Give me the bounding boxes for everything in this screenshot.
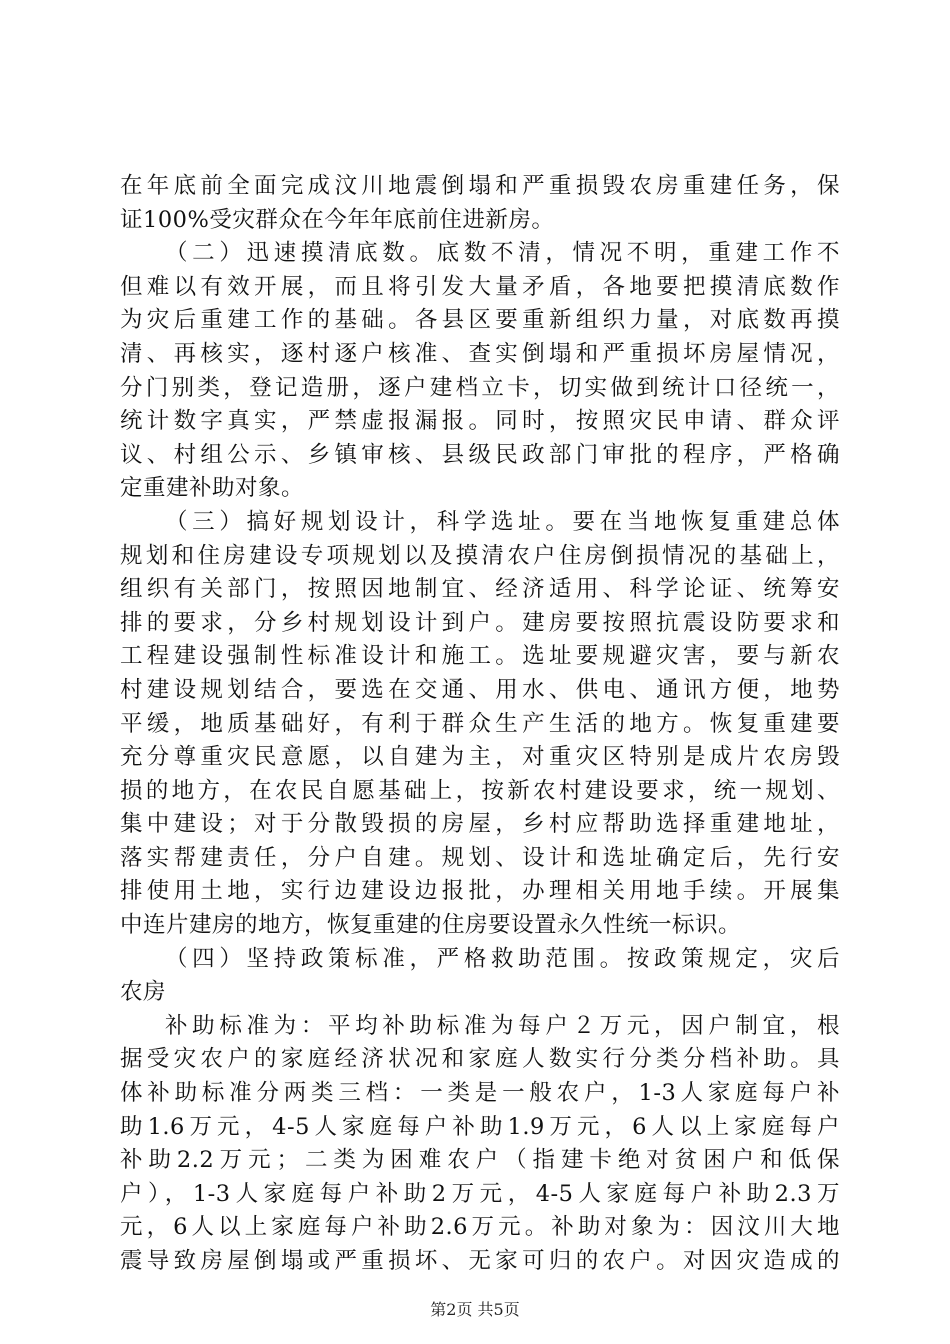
- text-line: 集中建设；对于分散毁损的房屋，乡村应帮助选择重建地址，: [120, 811, 840, 838]
- text-line: 补助标准为：平均补助标准为每户２万元，因户制宜，根: [165, 1012, 840, 1039]
- text-line: 为灾后重建工作的基础。各县区要重新组织力量，对底数再摸: [120, 307, 840, 334]
- text-line: 充分尊重灾民意愿，以自建为主，对重灾区特别是成片农房毁: [120, 744, 840, 771]
- text-line: （二）迅速摸清底数。底数不清，情况不明，重建工作不: [165, 240, 840, 267]
- text-line: （四）坚持政策标准，严格救助范围。按政策规定，灾后: [165, 945, 840, 972]
- text-line: 工程建设强制性标准设计和施工。选址要规避灾害，要与新农: [120, 643, 840, 670]
- text-line: 户），1-3人家庭每户补助2万元，4-5人家庭每户补助2.3万: [120, 1180, 840, 1207]
- text-line: 组织有关部门，按照因地制宜、经济适用、科学论证、统筹安: [120, 576, 840, 603]
- text-line: 统计数字真实，严禁虚报漏报。同时，按照灾民申请、群众评: [120, 408, 840, 435]
- text-line: 排的要求，分乡村规划设计到户。建房要按照抗震设防要求和: [120, 609, 840, 636]
- text-line: 补助2.2万元；二类为困难农户（指建卡绝对贫困户和低保: [120, 1147, 840, 1174]
- text-line: 规划和住房建设专项规划以及摸清农户住房倒损情况的基础上，: [120, 542, 840, 569]
- text-line: 村建设规划结合，要选在交通、用水、供电、通讯方便，地势: [120, 676, 840, 703]
- text-line: 但难以有效开展，而且将引发大量矛盾，各地要把摸清底数作: [120, 273, 840, 300]
- text-line: （三）搞好规划设计，科学选址。要在当地恢复重建总体: [165, 508, 840, 535]
- text-line: 震导致房屋倒塌或严重损坏、无家可归的农户。对因灾造成的: [120, 1248, 840, 1274]
- page-footer: 第2页 共5页: [430, 1300, 520, 1319]
- text-line: 证100%受灾群众在今年年底前住进新房。: [120, 206, 555, 233]
- text-line: 定重建补助对象。: [120, 475, 305, 502]
- text-line: 排使用土地，实行边建设边报批，办理相关用地手续。开展集: [120, 878, 840, 905]
- text-line: 在年底前全面完成汶川地震倒塌和严重损毁农房重建任务，保: [120, 173, 840, 199]
- text-line: 议、村组公示、乡镇审核、县级民政部门审批的程序，严格确: [120, 441, 840, 468]
- text-line: 农房: [120, 979, 167, 1006]
- text-line: 损的地方，在农民自愿基础上，按新农村建设要求，统一规划、: [120, 777, 840, 804]
- text-line: 助1.6万元，4-5人家庭每户补助1.9万元，6人以上家庭每户: [120, 1113, 840, 1140]
- text-line: 元，6人以上家庭每户补助2.6万元。补助对象为：因汶川大地: [120, 1214, 840, 1241]
- document-body: [120, 170, 840, 1279]
- text-line: 分门别类，登记造册，逐户建档立卡，切实做到统计口径统一，: [120, 374, 840, 401]
- text-line: 据受灾农户的家庭经济状况和家庭人数实行分类分档补助。具: [120, 1046, 840, 1073]
- text-line: 平缓，地质基础好，有利于群众生产生活的地方。恢复重建要: [120, 710, 840, 737]
- text-line: 体补助标准分两类三档：一类是一般农户，1-3人家庭每户补: [120, 1080, 840, 1107]
- text-line: 中连片建房的地方，恢复重建的住房要设置永久性统一标识。: [120, 912, 742, 939]
- text-line: 清、再核实，逐村逐户核准、查实倒塌和严重损坏房屋情况，: [120, 340, 840, 367]
- text-line: 落实帮建责任，分户自建。规划、设计和选址确定后，先行安: [120, 844, 840, 871]
